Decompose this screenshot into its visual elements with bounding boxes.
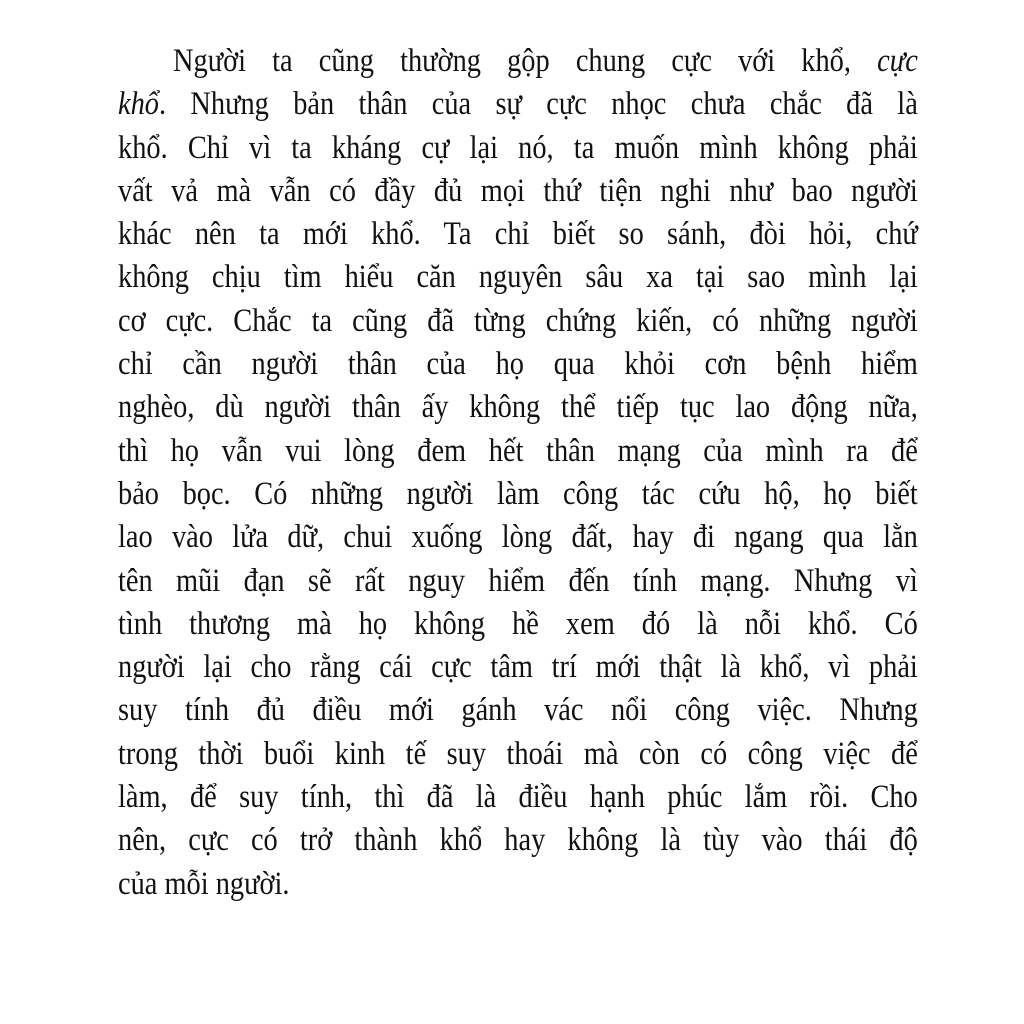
text-line: trong thời buổi kinh tế suy thoái mà còn có công việc để (118, 735, 918, 772)
previous-line-cutoff (120, 0, 920, 4)
italic-term: khổ (118, 86, 159, 123)
text-line: suy tính đủ điều mới gánh vác nổi công việc. Nhưng (118, 692, 918, 729)
text-line: làm, để suy tính, thì đã là điều hạnh phúc lắm rồi. Cho (118, 779, 918, 816)
text-line (118, 83, 918, 126)
text-line: tên mũi đạn sẽ rất nguy hiểm đến tính mạng. Nhưng vì (118, 562, 918, 599)
text-line: nên, cực có trở thành khổ hay không là tùy vào thái độ (118, 822, 918, 859)
text-line: nghèo, dù người thân ấy không thể tiếp tục lao động nữa, (118, 389, 918, 426)
text-line: khác nên ta mới khổ. Ta chỉ biết so sánh, đòi hỏi, chứ (118, 216, 918, 253)
text-line: chỉ cần người thân của họ qua khỏi cơn bệnh hiểm (118, 346, 918, 383)
text-line: lao vào lửa dữ, chui xuống lòng đất, hay đi ngang qua lằn (118, 519, 918, 556)
text-line: không chịu tìm hiểu căn nguyên sâu xa tại sao mình lại (118, 259, 918, 296)
text-line (118, 40, 918, 83)
paragraph (118, 40, 918, 906)
line-text: Người ta cũng thường gộp chung cực với khổ, (173, 43, 878, 79)
text-line: tình thương mà họ không hề xem đó là nỗi khổ. Có (118, 605, 918, 642)
italic-term: cực (877, 43, 918, 79)
text-line: bảo bọc. Có những người làm công tác cứu hộ, họ biết (118, 475, 918, 512)
text-line: người lại cho rằng cái cực tâm trí mới thật là khổ, vì phải (118, 649, 918, 686)
book-page (118, 40, 918, 906)
text-line: của mỗi người. (118, 865, 290, 902)
text-line: cơ cực. Chắc ta cũng đã từng chứng kiến, có những người (118, 302, 918, 339)
line-text: . Nhưng bản thân của sự cực nhọc chưa chắc đã là (158, 86, 918, 123)
text-line: thì họ vẫn vui lòng đem hết thân mạng của mình ra để (118, 432, 918, 469)
text-line: khổ. Chỉ vì ta kháng cự lại nó, ta muốn mình không phải (118, 129, 918, 166)
text-line: vất vả mà vẫn có đầy đủ mọi thứ tiện nghi như bao người (118, 172, 918, 209)
